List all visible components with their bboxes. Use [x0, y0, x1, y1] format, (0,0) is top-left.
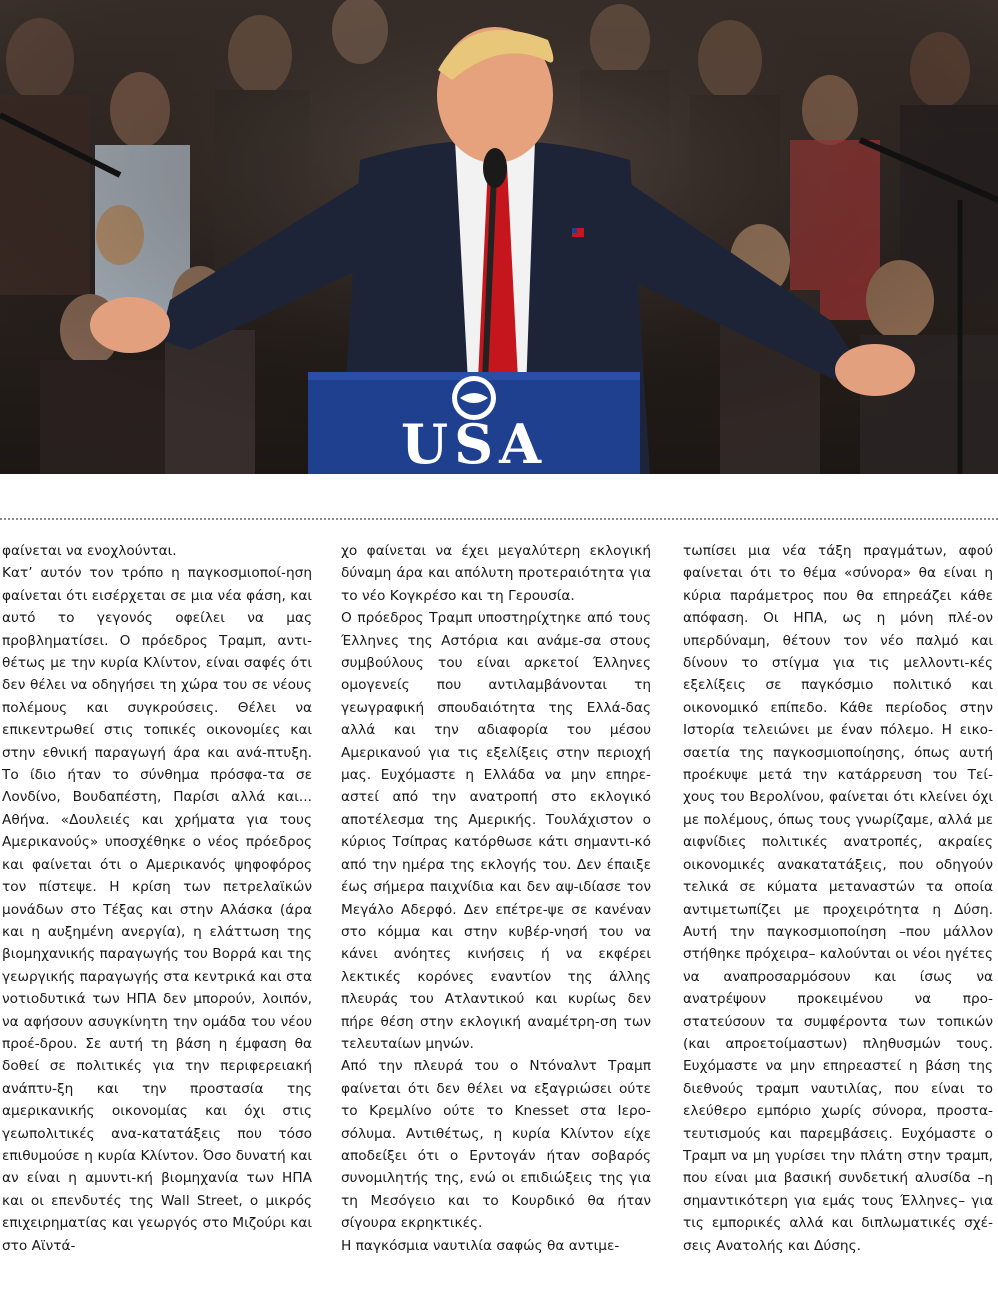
- paragraph: Η παγκόσμια ναυτιλία σαφώς θα αντιμε-: [341, 1237, 620, 1254]
- paragraph: φαίνεται να ενοχλούνται.: [2, 543, 177, 559]
- paragraph: Ο πρόεδρος Τραμπ υποστηρίχτηκε από τους Έλληνες της Αστόρια και ανάμε-σα στους συμβούλους του είναι αρκετοί Έλληνες ομογενείς που αντιλαμβάνονται τη γεωγραφική σπουδαιότητα της Ελλά-δας αλλά και την αδιαφορία του μέσου Αμερικανού για τις εξελίξεις στην περιοχή μας. Ευχόμαστε η Ελλάδα να μην επηρε-αστεί από την ανατροπή στο εκλογικό αποτέλεσμα της Αμερικής. Τουλάχιστον ο κύριος Τσίπρας κατόρθωσε κάτι σημαντι-κό από την ημέρα της εκλογής του. Δεν έπαιξε έως σήμερα παιχνίδια και δεν αψ-ιδίασε τον Μεγάλο Αδερφό. Δεν επέτρε-ψε σε κανέναν στο κόμμα και στην κυβέρ-νησή του να κάνει ανόητες κινήσεις ή να εκφέρει λεκτικές κορόνες εναντίον της άλλης πλευράς του Ατλαντικού και κυρίως δεν πήρε θέση στην εκλογική αναμέτρη-ση των τελευταίων μηνών.: [341, 610, 651, 1052]
- dotted-divider: [0, 518, 998, 520]
- paragraph: Από την πλευρά του ο Ντόναλντ Τραμπ φαίνεται ότι δεν θέλει να εξαγριώσει ούτε το Κρεμλίνο ούτε το Knesset στα Ιερο-σόλυμα. Αντιθέτως, η κυρία Κλίντον είχε αποδείξει ότι ο Ερντογάν ήταν σοβαρός συνομιλητής της, ενώ οι επιδιώξεις της για τη Μεσόγειο και το Κουρδικό θα ήταν σίγουρα εκρηκτικές.: [341, 1058, 651, 1232]
- paragraph: Κατ’ αυτόν τον τρόπο η παγκοσμιοποί-ηση φαίνεται ότι εισέρχεται σε μια νέα φάση, και αυτό το γεγονός οφείλει να μας προβληματίσει. Ο πρόεδρος Τραμπ, αντι-θέτως με την κυρία Κλίντον, είναι σαφές ότι δεν θέλει να οδηγήσει τη χώρα του σε νέους πολέμους και συγκρούσεις. Θέλει να επικεντρωθεί στις τοπικές οικονομίες και στην εθνική παραγωγή άρα και ανά-πτυξη. Το ίδιο ήταν το σύνθημα πρόσφα-τα σε Λονδίνο, Βουδαπέστη, Παρίσι αλλά και... Αθήνα. «Δουλειές και χρήματα για τους Αμερικανούς» υποσχέθηκε ο νέος πρόεδρος και φαίνεται ότι ο Αμερικανός ψηφοφόρος τον πίστεψε. Η κρίση των πετρελαϊκών μονάδων στο Τέξας και στην Αλάσκα (άρα και η αυξημένη ανεργία), η ελάττωση της βιομηχανικής παραγωγής του Βορρά και της γεωργικής παραγωγής στα κεντρικά και στα νοτιοδυτικά των ΗΠΑ δεν μπορούν, λοιπόν, να αφήσουν ασυγκίνητη την ομάδα του νέου προέ-δρου. Σε αυτή τη βάση η έμφαση θα δοθεί σε πολιτικές για την περιφερειακή ανάπτυ-ξη και την προστασία της αμερικανικής οικονομίας και όχι στις γεωπολιτικές ανα-κατατάξεις που τόσο επιθυμούσε η κυρία Κλίντον. Όσο δυνατή και αν είναι η αμυντι-κή βιομηχανία των ΗΠΑ και οι επενδυτές της Wall Street, ο μικρός επιχειρηματίας και γεωργός στο Μιζούρι και στο Αϊντά-: [2, 565, 312, 1254]
- article-body: [0, 540, 998, 1291]
- article-column-2: [341, 540, 651, 1257]
- paragraph: τωπίσει μια νέα τάξη πραγμάτων, αφού φαίνεται ότι το θέμα «σύνορα» θα είναι η κύρια παράμετρος που θα επηρεάζει κάθε απόφαση. Οι ΗΠΑ, ως η μόνη πλέ-ον υπερδύναμη, θέτουν τον νέο παλμό και δίνουν το στίγμα για τις μελλοντι-κές εξελίξεις σε παγκόσμιο πολιτικό και οικονομικό επίπεδο. Κάθε περίοδος στην Ιστορία τελειώνει με έναν πόλεμο. Η εικο-σαετία της παγκοσμιοποίησης, όπως αυτή προέκυψε μετά την κατάρρευση του Τεί-χους του Βερολίνου, φαίνεται ότι κλείνει όχι με πολέμους, όπως τους γνωρίζαμε, αλλά με αιφνίδιες πολιτικές ανατροπές, ακραίες οικονομικές ανακατατάξεις, που οδηγούν τελικά σε κύματα μεταναστών τα οποία αντιμετωπίζει με προχειρότητα η Δύση. Αυτή την παγκοσμιοποίηση –που μάλλον στήθηκε πρόχειρα– καλούνται οι νέοι ηγέτες να αναπροσαρμόσουν και ίσως να ανατρέψουν προκειμένου να προ-στατεύσουν τα συμφέροντα των τοπικών (και απροετοίμαστων) πληθυσμών τους. Ευχόμαστε να μην επηρεαστεί η βάση της διεθνούς τραμπ ναυτιλίας, που είναι το ελεύθερο εμπόριο χωρίς σύνορα, προστα-τευτισμούς και παρεμβάσεις. Ευχόμαστε ο Τραμπ να μη γυρίσει την πλάτη στην τραμπ, που είναι μια βασική συνδετική αλυσίδα –η σημαντικότερη για εμάς τους Έλληνες– για τις εμπορικές αλλά και διπλωματικές σχέ-σεις Ανατολής και Δύσης.: [683, 543, 993, 1254]
- right-hand: [835, 344, 915, 396]
- article-photo: [0, 0, 998, 474]
- article-column-1: [2, 540, 312, 1257]
- left-hand: [90, 297, 170, 353]
- article-column-3: [683, 540, 993, 1257]
- microphone: [483, 148, 507, 188]
- podium-label: USA: [401, 412, 547, 474]
- paragraph: χο φαίνεται να έχει μεγαλύτερη εκλογική δύναμη άρα και απόλυτη προτεραιότητα για το νέο Κογκρέσο και τη Γερουσία.: [341, 543, 651, 604]
- rally-photo-illustration: [0, 0, 998, 474]
